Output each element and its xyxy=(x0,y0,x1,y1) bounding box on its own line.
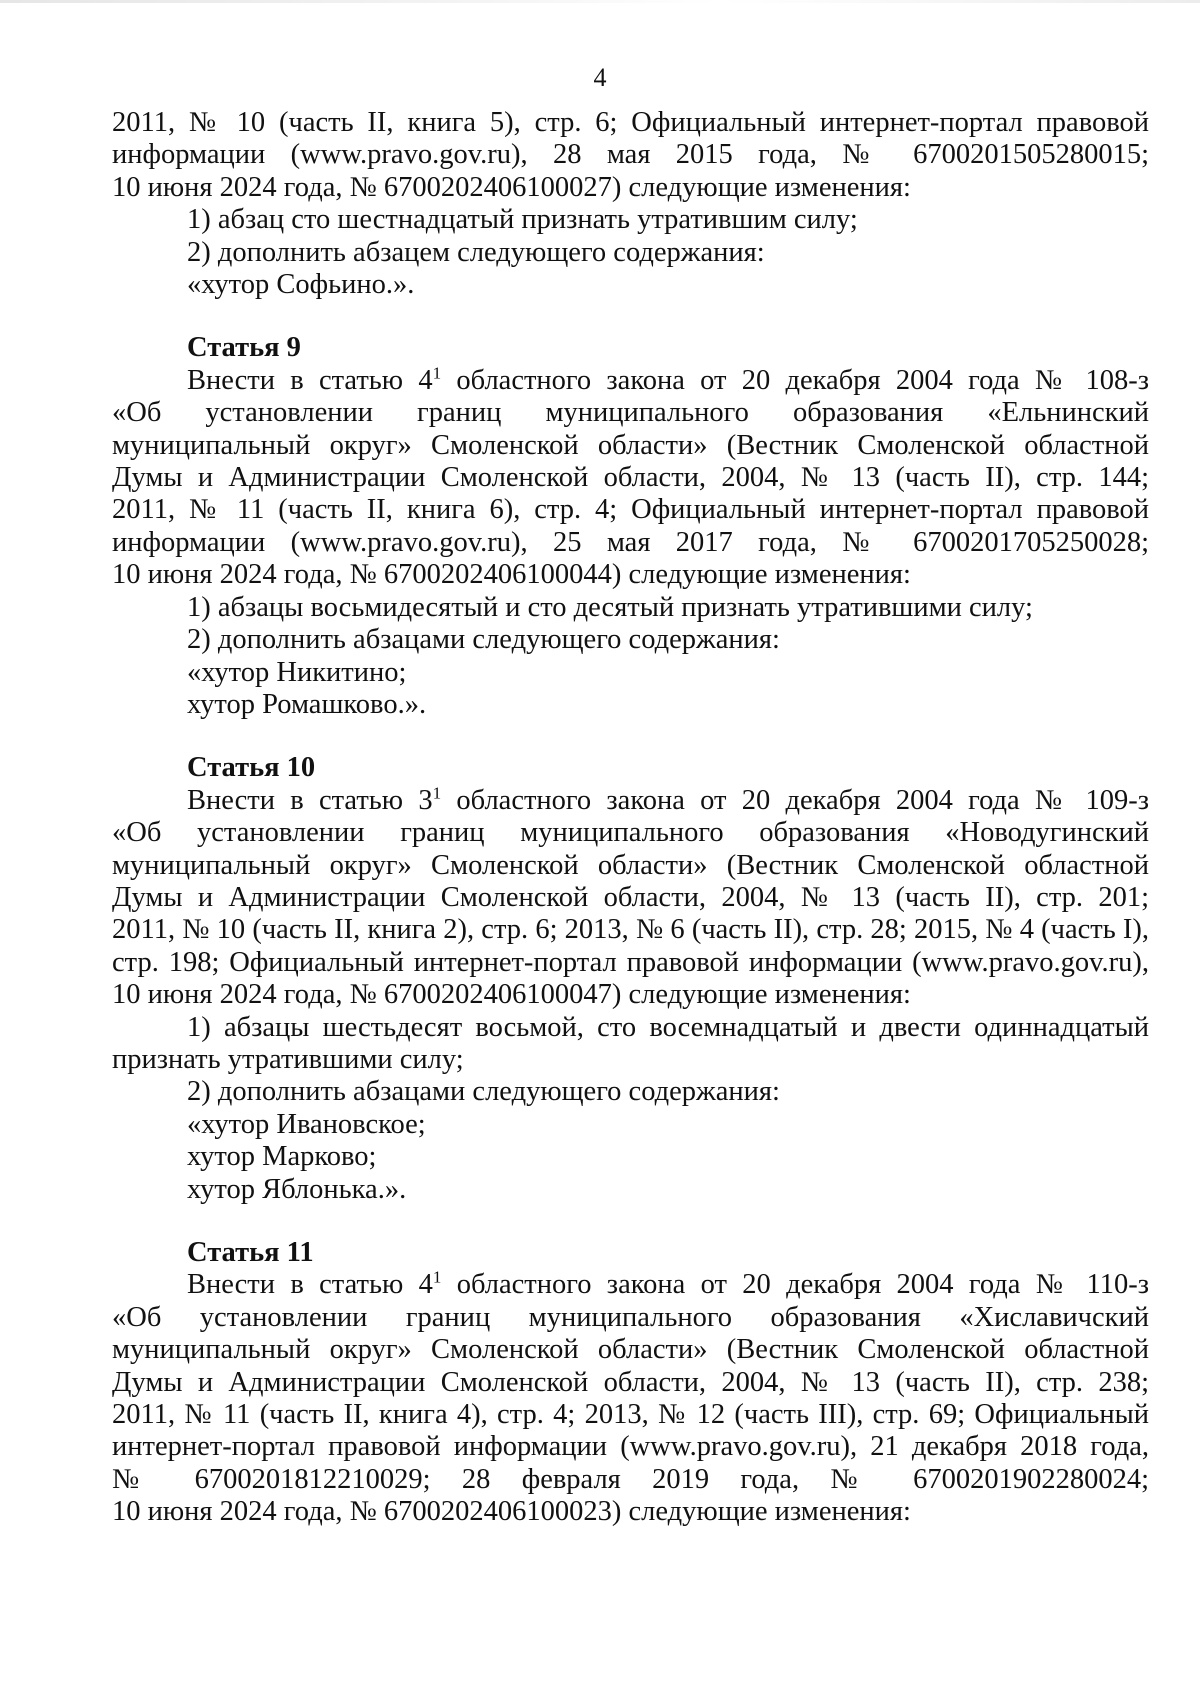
list-item: 1) абзацы шестьдесят восьмой, сто восемнадцатый и двести одиннадцатый xyxy=(187,1011,1149,1043)
text-line: 2011, № 10 (часть II, книга 5), стр. 6; Официальный интернет-портал правовой xyxy=(112,107,1149,138)
text-line: интернет-портал правовой информации (www.pravo.gov.ru), 21 декабря 2018 года, xyxy=(112,1431,1149,1463)
page-number: 4 xyxy=(593,63,607,92)
text-line: 2011, № 11 (часть II, книга 6), стр. 4; Официальный интернет-портал правовой xyxy=(112,494,1149,526)
list-item: 2) дополнить абзацами следующего содержания: xyxy=(187,624,780,656)
list-item: «хутор Ивановское; xyxy=(187,1108,426,1140)
list-item: «хутор Софьино.». xyxy=(187,269,415,301)
text-line: 2011, № 10 (часть II, книга 2), стр. 6; 2013, № 6 (часть II), стр. 28; 2015, № 4 (часть I), xyxy=(112,914,1149,946)
text-line: 10 июня 2024 года, № 6700202406100047) следующие изменения: xyxy=(112,979,911,1011)
article-11-heading: Статья 11 xyxy=(187,1237,314,1268)
list-item: 2) дополнить абзацем следующего содержания: xyxy=(187,236,765,268)
document-body xyxy=(112,107,1149,1529)
list-item-continuation: признать утратившими силу; xyxy=(112,1043,464,1075)
text-line: «Об установлении границ муниципального образования «Новодугинский xyxy=(112,817,1149,849)
list-item: 1) абзац сто шестнадцатый признать утратившим силу; xyxy=(187,204,858,236)
text-line: Внести в статью $4^1$ областного закона от 20 декабря 2004 года № 110-з xyxy=(187,1267,1149,1301)
text-line: Думы и Администрации Смоленской области, 2004, № 13 (часть II), стр. 238; xyxy=(112,1366,1149,1398)
superscript: 1 xyxy=(432,363,442,383)
text-line: стр. 198; Официальный интернет-портал правовой информации (www.pravo.gov.ru), xyxy=(112,946,1149,978)
text-line: «Об установлении границ муниципального образования «Хиславичский xyxy=(112,1301,1149,1333)
text-line: Внести в статью $4^1$ областного закона от 20 декабря 2004 года № 108-з xyxy=(187,363,1149,396)
list-item: «хутор Никитино; xyxy=(187,656,407,688)
text-line: Думы и Администрации Смоленской области, 2004, № 13 (часть II), стр. 144; xyxy=(112,462,1149,494)
text-line: Внести в статью $3^1$ областного закона от 20 декабря 2004 года № 109-з xyxy=(187,783,1149,816)
text-line: 2011, № 11 (часть II, книга 4), стр. 4; 2013, № 12 (часть III), стр. 69; Официальный xyxy=(112,1399,1149,1431)
text-line: муниципальный округ» Смоленской области» (Вестник Смоленской областной xyxy=(112,1334,1149,1366)
text-line: «Об установлении границ муниципального образования «Ельнинский xyxy=(112,397,1149,429)
article-10-heading: Статья 10 xyxy=(187,752,316,784)
list-item: 2) дополнить абзацами следующего содержания: xyxy=(187,1076,780,1108)
list-item: хутор Яблонька.». xyxy=(187,1173,407,1205)
superscript: 1 xyxy=(432,783,442,803)
text-line: муниципальный округ» Смоленской области» (Вестник Смоленской областной xyxy=(112,429,1149,461)
list-item: хутор Марково; xyxy=(187,1141,377,1173)
list-item: хутор Ромашково.». xyxy=(187,688,427,720)
text-line: информации (www.pravo.gov.ru), 25 мая 2017 года, № 6700201705250028; xyxy=(112,526,1149,558)
text-line: Думы и Администрации Смоленской области, 2004, № 13 (часть II), стр. 201; xyxy=(112,881,1149,913)
text-line: информации (www.pravo.gov.ru), 28 мая 2015 года, № 6700201505280015; xyxy=(112,139,1149,171)
text-line: 10 июня 2024 года, № 6700202406100027) следующие изменения: xyxy=(112,171,911,203)
text-line: муниципальный округ» Смоленской области» (Вестник Смоленской областной xyxy=(112,849,1149,881)
scan-top-edge xyxy=(0,0,1200,3)
list-item: 1) абзацы восьмидесятый и сто десятый признать утратившими силу; xyxy=(187,591,1033,623)
text-line: № 6700201812210029; 28 февраля 2019 года, № 6700201902280024; xyxy=(112,1463,1149,1495)
text-line: 10 июня 2024 года, № 6700202406100044) следующие изменения: xyxy=(112,559,911,591)
article-9-heading: Статья 9 xyxy=(187,332,301,364)
text-line: 10 июня 2024 года, № 6700202406100023) следующие изменения: xyxy=(112,1496,911,1528)
superscript: 1 xyxy=(432,1267,442,1287)
